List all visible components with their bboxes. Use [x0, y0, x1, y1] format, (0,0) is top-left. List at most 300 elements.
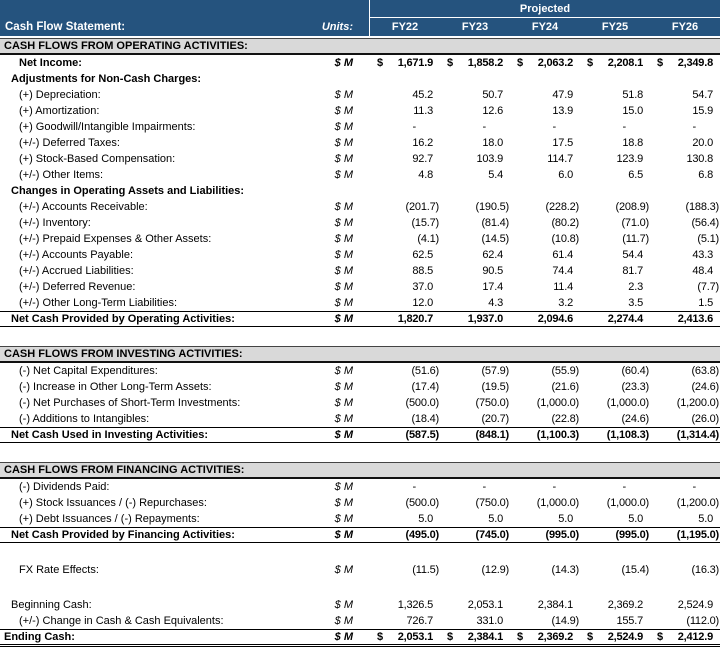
- units-cell: $ M: [334, 137, 353, 149]
- cell-value: 62.4: [482, 249, 503, 261]
- cell-value: 90.5: [482, 265, 503, 277]
- value-cell: [440, 297, 510, 309]
- value-cell: [370, 265, 440, 277]
- value-cell: [650, 249, 720, 261]
- currency-symbol: $: [657, 57, 664, 69]
- currency-symbol: $: [517, 631, 524, 643]
- value-cell: [650, 599, 720, 611]
- cell-value: (1,314.4): [676, 429, 719, 441]
- table-body: [0, 38, 720, 647]
- cell-value: 37.0: [412, 281, 433, 293]
- value-cell: [650, 564, 720, 576]
- cell-value: (11.7): [622, 233, 649, 245]
- table-row: [0, 479, 720, 495]
- cell-value: -: [552, 121, 556, 133]
- cell-value: (1,195.0): [676, 529, 719, 541]
- cell-value: 5.0: [558, 513, 573, 525]
- value-cell: [510, 169, 580, 181]
- cell-value: (201.7): [405, 201, 439, 213]
- value-cell: [510, 217, 580, 229]
- value-cell: [440, 365, 510, 377]
- cell-value: (1,200.0): [676, 497, 719, 509]
- units-cell: $ M: [334, 397, 353, 409]
- table-row: [0, 231, 720, 247]
- value-cell: [440, 631, 510, 643]
- cell-value: (1,200.0): [676, 397, 719, 409]
- cell-value: 6.0: [558, 169, 573, 181]
- cell-value: (17.4): [411, 381, 439, 393]
- row-label: (-) Dividends Paid:: [19, 481, 110, 493]
- row-label: Net Income:: [19, 57, 82, 69]
- value-cell: [650, 631, 720, 643]
- units-cell: $ M: [334, 249, 353, 261]
- value-cell: [510, 313, 580, 325]
- cell-value: 20.0: [692, 137, 713, 149]
- cell-value: 88.5: [412, 265, 433, 277]
- value-cell: [580, 105, 650, 117]
- value-cell: [510, 365, 580, 377]
- cell-value: (21.6): [551, 381, 579, 393]
- cell-value: 5.0: [628, 513, 643, 525]
- cell-value: (500.0): [405, 397, 439, 409]
- value-cell: [370, 249, 440, 261]
- cell-value: 54.4: [622, 249, 643, 261]
- cell-value: 45.2: [412, 89, 433, 101]
- cell-value: (14.3): [551, 564, 579, 576]
- cell-value: (18.4): [411, 413, 439, 425]
- cell-value: (60.4): [621, 365, 649, 377]
- units-cell: $ M: [334, 413, 353, 425]
- cell-value: -: [622, 481, 626, 493]
- value-cell: [440, 313, 510, 325]
- cell-value: 103.9: [476, 153, 503, 165]
- spacer-row: [0, 327, 720, 346]
- units-cell: $ M: [334, 365, 353, 377]
- cell-value: 48.4: [692, 265, 713, 277]
- table-row: [0, 395, 720, 411]
- value-cell: [650, 137, 720, 149]
- cell-value: 2,412.9: [677, 631, 713, 643]
- table-row: [0, 411, 720, 427]
- projected-years-header: [370, 0, 720, 36]
- units-cell: $ M: [334, 265, 353, 277]
- value-cell: [370, 169, 440, 181]
- value-cell: [510, 564, 580, 576]
- row-label: Changes in Operating Assets and Liabilities:: [11, 185, 245, 197]
- row-label: (+/-) Accounts Payable:: [19, 249, 134, 261]
- cell-value: (5.1): [697, 233, 719, 245]
- value-cell: [370, 201, 440, 213]
- cell-value: (57.9): [481, 365, 509, 377]
- value-cell: [440, 529, 510, 541]
- value-cell: [370, 529, 440, 541]
- cell-value: (1,100.3): [536, 429, 579, 441]
- value-cell: [580, 413, 650, 425]
- statement-title: Cash Flow Statement:: [5, 21, 126, 33]
- subheader-row: [0, 183, 720, 199]
- cell-value: 331.0: [476, 615, 503, 627]
- row-label: Ending Cash:: [4, 631, 75, 643]
- row-label: CASH FLOWS FROM OPERATING ACTIVITIES:: [4, 40, 248, 52]
- cell-value: 2,063.2: [537, 57, 573, 69]
- cell-value: (995.0): [545, 529, 579, 541]
- row-label: (+/-) Accrued Liabilities:: [19, 265, 134, 277]
- row-label: (+) Goodwill/Intangible Impairments:: [19, 121, 196, 133]
- cell-value: 2,369.2: [537, 631, 573, 643]
- value-cell: [440, 513, 510, 525]
- table-row: [0, 135, 720, 151]
- value-cell: [580, 169, 650, 181]
- cell-value: 4.8: [418, 169, 433, 181]
- value-cell: [510, 201, 580, 213]
- value-cell: [650, 513, 720, 525]
- cell-value: 3.5: [628, 297, 643, 309]
- value-cell: [580, 481, 650, 493]
- units-cell: $ M: [334, 169, 353, 181]
- cell-value: 11.3: [413, 105, 433, 117]
- row-label: FX Rate Effects:: [19, 564, 99, 576]
- value-cell: [370, 57, 440, 69]
- cell-value: 17.5: [552, 137, 573, 149]
- cell-value: (51.6): [411, 365, 439, 377]
- value-cell: [580, 631, 650, 643]
- row-label: (+/-) Deferred Taxes:: [19, 137, 120, 149]
- value-cell: [580, 429, 650, 441]
- value-cell: [580, 249, 650, 261]
- value-cell: [510, 89, 580, 101]
- units-cell: $ M: [334, 513, 353, 525]
- value-cell: [440, 201, 510, 213]
- value-cell: [580, 201, 650, 213]
- value-cell: [650, 429, 720, 441]
- cell-value: 18.0: [482, 137, 503, 149]
- spacer-row: [0, 443, 720, 462]
- row-label: (+) Amortization:: [19, 105, 100, 117]
- cell-value: 12.0: [412, 297, 433, 309]
- value-cell: [650, 397, 720, 409]
- total-row: [0, 527, 720, 543]
- cell-value: 81.7: [622, 265, 643, 277]
- value-cell: [510, 481, 580, 493]
- cell-value: 15.0: [622, 105, 643, 117]
- value-cell: [650, 615, 720, 627]
- cell-value: 1.5: [698, 297, 713, 309]
- units-cell: $ M: [334, 529, 353, 541]
- value-cell: [650, 297, 720, 309]
- table-row: [0, 562, 720, 578]
- value-cell: [510, 397, 580, 409]
- year-header-fy26: FY26: [671, 21, 699, 33]
- value-cell: [580, 233, 650, 245]
- table-row: [0, 199, 720, 215]
- value-cell: [580, 121, 650, 133]
- currency-symbol: $: [447, 57, 454, 69]
- cell-value: 726.7: [406, 615, 433, 627]
- value-cell: [370, 615, 440, 627]
- value-cell: [440, 233, 510, 245]
- value-cell: [650, 121, 720, 133]
- cell-value: (4.1): [417, 233, 439, 245]
- row-label: Net Cash Provided by Operating Activities:: [11, 313, 235, 325]
- value-cell: [440, 381, 510, 393]
- cell-value: 3.2: [558, 297, 573, 309]
- units-cell: $ M: [334, 105, 353, 117]
- value-cell: [370, 497, 440, 509]
- table-row: [0, 295, 720, 311]
- value-cell: [440, 89, 510, 101]
- currency-symbol: $: [587, 631, 594, 643]
- value-cell: [510, 429, 580, 441]
- value-cell: [580, 89, 650, 101]
- units-cell: $ M: [334, 564, 353, 576]
- cell-value: 15.9: [692, 105, 713, 117]
- value-cell: [510, 265, 580, 277]
- value-cell: [650, 313, 720, 325]
- cell-value: (1,000.0): [536, 397, 579, 409]
- row-label: Beginning Cash:: [11, 599, 92, 611]
- cell-value: (1,000.0): [606, 397, 649, 409]
- value-cell: [510, 381, 580, 393]
- cell-value: (112.0): [686, 615, 719, 627]
- cell-value: 2,524.9: [677, 599, 713, 611]
- cell-value: 2,524.9: [607, 631, 643, 643]
- cell-value: 1,858.2: [467, 57, 503, 69]
- cell-value: (1,000.0): [536, 497, 579, 509]
- cell-value: 4.3: [488, 297, 503, 309]
- value-cell: [370, 121, 440, 133]
- cell-value: (81.4): [481, 217, 509, 229]
- value-cell: [510, 497, 580, 509]
- cell-value: 51.8: [622, 89, 643, 101]
- cell-value: 74.4: [552, 265, 573, 277]
- cell-value: (16.3): [691, 564, 719, 576]
- value-cell: [510, 599, 580, 611]
- units-cell: $ M: [334, 381, 353, 393]
- cell-value: 2,053.1: [397, 631, 433, 643]
- table-row: [0, 363, 720, 379]
- cell-value: (55.9): [551, 365, 579, 377]
- section-header-row: [0, 38, 720, 55]
- units-cell: $ M: [334, 297, 353, 309]
- cell-value: (14.5): [481, 233, 509, 245]
- value-cell: [440, 429, 510, 441]
- cell-value: (23.3): [621, 381, 649, 393]
- cell-value: (7.7): [697, 281, 719, 293]
- cell-value: (228.2): [545, 201, 579, 213]
- units-cell: $ M: [334, 233, 353, 245]
- table-row: [0, 87, 720, 103]
- cell-value: -: [412, 121, 416, 133]
- cell-value: (750.0): [475, 497, 509, 509]
- row-label: (+/-) Change in Cash & Cash Equivalents:: [19, 615, 224, 627]
- units-cell: $ M: [334, 313, 353, 325]
- cell-value: 2,094.6: [537, 313, 573, 325]
- cell-value: (587.5): [405, 429, 439, 441]
- cell-value: 16.2: [412, 137, 433, 149]
- value-cell: [510, 233, 580, 245]
- cell-value: -: [692, 121, 696, 133]
- cell-value: (12.9): [481, 564, 509, 576]
- currency-symbol: $: [587, 57, 594, 69]
- row-label: (+/-) Deferred Revenue:: [19, 281, 136, 293]
- cell-value: 50.7: [482, 89, 503, 101]
- cell-value: (63.8): [691, 365, 719, 377]
- cell-value: 62.5: [412, 249, 433, 261]
- table-row: [0, 613, 720, 629]
- currency-symbol: $: [377, 631, 384, 643]
- value-cell: [370, 217, 440, 229]
- value-cell: [440, 615, 510, 627]
- cell-value: 2,384.1: [467, 631, 503, 643]
- year-header-fy24: FY24: [531, 21, 559, 33]
- units-cell: $ M: [334, 153, 353, 165]
- cell-value: 47.9: [552, 89, 573, 101]
- total-row: [0, 311, 720, 327]
- value-cell: [370, 297, 440, 309]
- value-cell: [650, 281, 720, 293]
- value-cell: [650, 381, 720, 393]
- value-cell: [580, 564, 650, 576]
- cell-value: (11.5): [412, 564, 439, 576]
- cell-value: -: [482, 121, 486, 133]
- value-cell: [580, 281, 650, 293]
- cell-value: -: [692, 481, 696, 493]
- section-header-row: [0, 462, 720, 479]
- table-row: [0, 151, 720, 167]
- year-header-fy22: FY22: [391, 21, 419, 33]
- cell-value: (22.8): [551, 413, 579, 425]
- table-row: [0, 597, 720, 613]
- row-label: (-) Net Capital Expenditures:: [19, 365, 158, 377]
- cell-value: 155.7: [616, 615, 643, 627]
- cell-value: (10.8): [551, 233, 579, 245]
- projected-label: Projected: [370, 0, 720, 18]
- cell-value: 92.7: [412, 153, 433, 165]
- value-cell: [580, 615, 650, 627]
- value-cell: [510, 105, 580, 117]
- units-cell: $ M: [334, 615, 353, 627]
- value-cell: [650, 89, 720, 101]
- cell-value: 17.4: [482, 281, 503, 293]
- cell-value: 1,937.0: [467, 313, 503, 325]
- value-cell: [580, 137, 650, 149]
- section-header-row: [0, 346, 720, 363]
- value-cell: [440, 137, 510, 149]
- cell-value: 1,820.7: [397, 313, 433, 325]
- value-cell: [440, 249, 510, 261]
- table-row: [0, 511, 720, 527]
- table-row: [0, 119, 720, 135]
- cell-value: 5.4: [488, 169, 503, 181]
- cell-value: (750.0): [475, 397, 509, 409]
- cell-value: (24.6): [691, 381, 719, 393]
- value-cell: [510, 281, 580, 293]
- value-cell: [440, 121, 510, 133]
- table-row: [0, 379, 720, 395]
- value-cell: [370, 397, 440, 409]
- cell-value: (20.7): [481, 413, 509, 425]
- value-cell: [370, 564, 440, 576]
- table-row: [0, 279, 720, 295]
- cell-value: 61.4: [552, 249, 573, 261]
- value-cell: [650, 413, 720, 425]
- value-cell: [440, 413, 510, 425]
- value-cell: [370, 137, 440, 149]
- currency-symbol: $: [517, 57, 524, 69]
- value-cell: [580, 513, 650, 525]
- cell-value: 6.8: [698, 169, 713, 181]
- units-cell: $ M: [334, 89, 353, 101]
- value-cell: [370, 281, 440, 293]
- cell-value: 5.0: [418, 513, 433, 525]
- table-row: [0, 495, 720, 511]
- value-cell: [370, 153, 440, 165]
- value-cell: [650, 481, 720, 493]
- cell-value: 2,384.1: [537, 599, 573, 611]
- cell-value: -: [622, 121, 626, 133]
- value-cell: [440, 281, 510, 293]
- value-cell: [580, 529, 650, 541]
- total-row: [0, 427, 720, 443]
- value-cell: [580, 397, 650, 409]
- cell-value: (71.0): [621, 217, 649, 229]
- cell-value: 114.7: [547, 153, 573, 165]
- currency-symbol: $: [377, 57, 384, 69]
- subheader-row: [0, 71, 720, 87]
- value-cell: [510, 631, 580, 643]
- value-cell: [510, 413, 580, 425]
- value-cell: [580, 265, 650, 277]
- table-row: [0, 55, 720, 71]
- value-cell: [580, 297, 650, 309]
- value-cell: [650, 169, 720, 181]
- cell-value: 2,208.1: [607, 57, 643, 69]
- row-label: (+) Stock Issuances / (-) Repurchases:: [19, 497, 207, 509]
- cell-value: 43.3: [692, 249, 713, 261]
- value-cell: [650, 265, 720, 277]
- year-header-fy25: FY25: [601, 21, 629, 33]
- cell-value: (15.7): [411, 217, 439, 229]
- value-cell: [650, 529, 720, 541]
- value-cell: [650, 105, 720, 117]
- cell-value: 1,326.5: [397, 599, 433, 611]
- cell-value: (495.0): [405, 529, 439, 541]
- row-label: Net Cash Provided by Financing Activities:: [11, 529, 235, 541]
- cell-value: (190.5): [475, 201, 509, 213]
- row-label: (-) Additions to Intangibles:: [19, 413, 150, 425]
- cell-value: (80.2): [551, 217, 579, 229]
- cell-value: 5.0: [698, 513, 713, 525]
- cell-value: 123.9: [616, 153, 643, 165]
- row-label: Net Cash Used in Investing Activities:: [11, 429, 209, 441]
- cell-value: (208.9): [615, 201, 649, 213]
- cell-value: (1,000.0): [606, 497, 649, 509]
- cell-value: 1,671.9: [397, 57, 433, 69]
- row-label: (+/-) Accounts Receivable:: [19, 201, 148, 213]
- units-cell: $ M: [334, 429, 353, 441]
- value-cell: [510, 513, 580, 525]
- value-cell: [370, 89, 440, 101]
- value-cell: [370, 313, 440, 325]
- currency-symbol: $: [657, 631, 664, 643]
- cell-value: (745.0): [475, 529, 509, 541]
- cell-value: 2,053.1: [467, 599, 503, 611]
- units-cell: $ M: [334, 57, 353, 69]
- cell-value: 12.6: [482, 105, 503, 117]
- value-cell: [440, 599, 510, 611]
- value-cell: [650, 217, 720, 229]
- cell-value: (848.1): [475, 429, 509, 441]
